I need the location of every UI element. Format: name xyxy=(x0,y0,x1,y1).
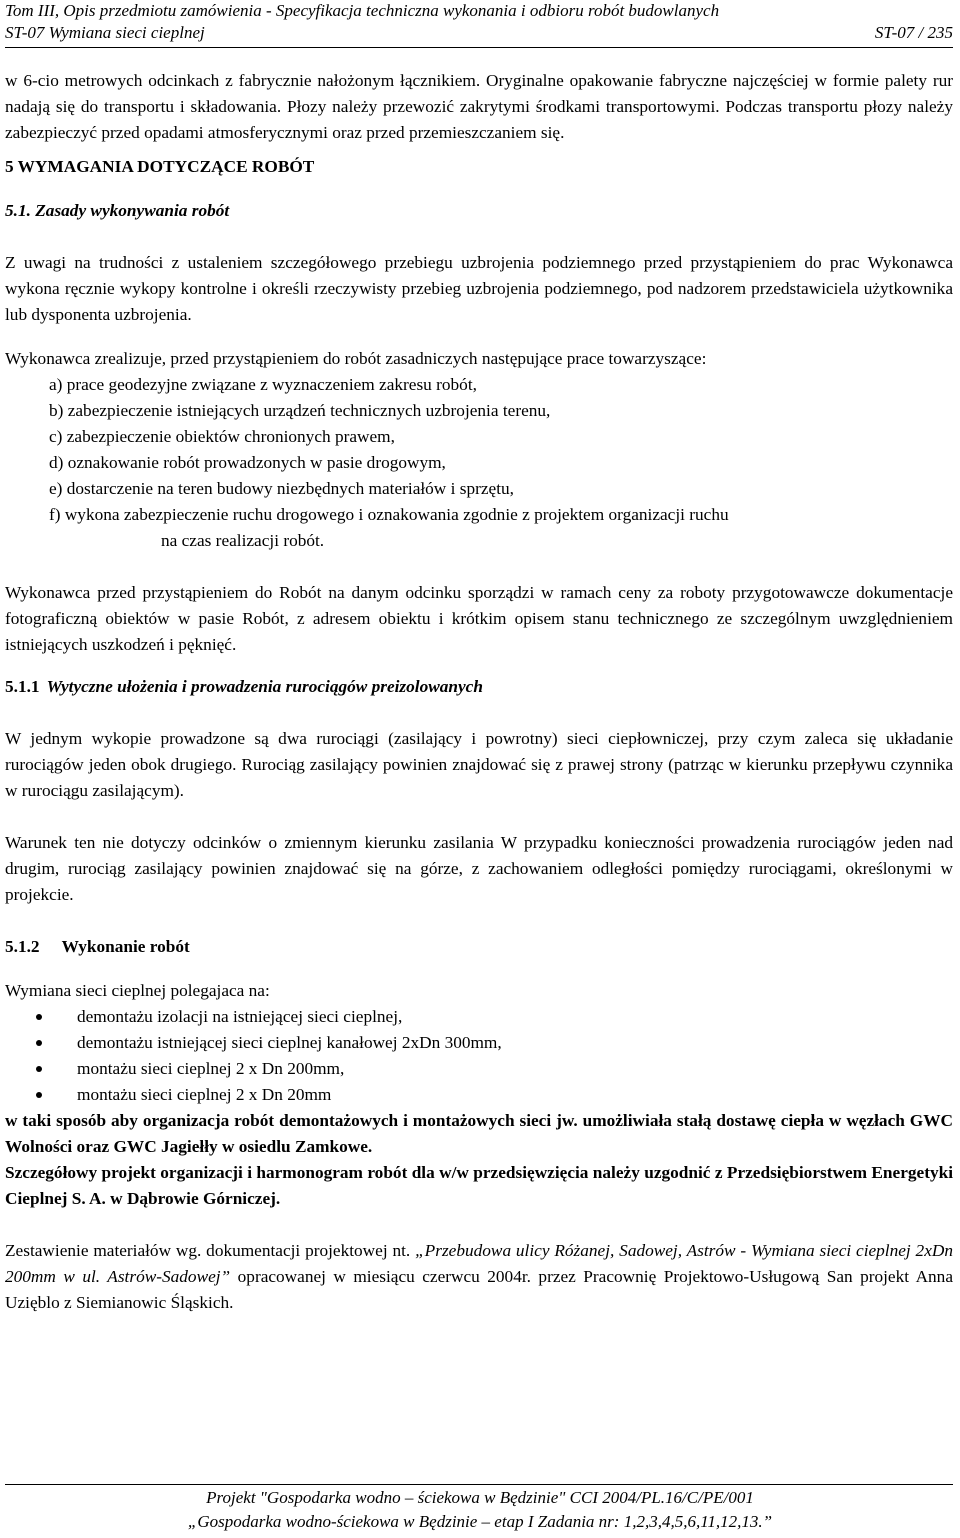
list-item-text: demontażu izolacji na istniejącej sieci cieplnej, xyxy=(77,1007,403,1026)
materials-statement xyxy=(5,1238,953,1316)
section-5-1-works-intro: Wykonawca zrealizuje, przed przystąpieniem do robót zasadniczych następujące prace towarzyszące: xyxy=(5,349,707,368)
list-item-text: montażu sieci cieplnej 2 x Dn 200mm, xyxy=(77,1059,345,1078)
accompanying-works-list xyxy=(5,372,953,554)
list-item-text: montażu sieci cieplnej 2 x Dn 20mm xyxy=(77,1085,332,1104)
section-5-1-paragraph-1: Z uwagi na trudności z ustaleniem szczegółowego przebiegu uzbrojenia podziemnego przed przystąpieniem do prac Wykonawca wykona ręcznie wykopy kontrolne i określi rzeczywisty przebieg uzbrojenia podziemnego, pod nadzorem przedstawiciela użytkownika lub dysponenta uzbrojenia. xyxy=(5,253,953,324)
list-item-text: demontażu istniejącej sieci cieplnej kanałowej 2xDn 300mm, xyxy=(77,1033,502,1052)
list-item xyxy=(5,1056,953,1082)
list-item xyxy=(5,1082,953,1108)
heat-supply-requirement: w taki sposób aby organizacja robót demontażowych i montażowych sieci jw. umożliwiała stałą dostawę ciepła w węzłach GWC Wolności oraz GWC Jagiełły w osiedlu Zamkowe. xyxy=(5,1111,953,1156)
works-bullet-list xyxy=(5,1004,953,1108)
section-5-1-2-title: Wykonanie robót xyxy=(61,937,190,956)
list-item: c) zabezpieczenie obiektów chronionych prawem, xyxy=(49,427,395,446)
section-5-1-2-number: 5.1.2 xyxy=(5,937,40,956)
list-item: b) zabezpieczenie istniejących urządzeń technicznych uzbrojenia terenu, xyxy=(49,401,551,420)
list-item: e) dostarczenie na teren budowy niezbędnych materiałów i sprzętu, xyxy=(49,479,514,498)
page-footer xyxy=(0,1486,960,1534)
section-5-heading: 5 WYMAGANIA DOTYCZĄCE ROBÓT xyxy=(5,157,315,176)
section-5-1-2-heading xyxy=(5,934,953,960)
list-item: a) prace geodezyjne związane z wyznaczeniem zakresu robót, xyxy=(49,375,477,394)
materials-statement-suffix: opracowanej w miesiącu czerwcu 2004r. przez Pracownię Projektowo-Usługową San projekt Anna Uzięblo z Siemianowic Śląskich. xyxy=(5,1267,953,1312)
section-5-1-paragraph-3: Wykonawca przed przystąpieniem do Robót na danym odcinku sporządzi w ramach ceny za roboty przygotowawcze dokumentacje fotograficzną obiektów w pasie Robót, z adresem obiektu i krótkim opisem stanu technicznego ze szczególnym uwzględnieniem istniejących uszkodzeń i pęknięć. xyxy=(5,583,953,654)
materials-statement-prefix: Zestawienie materiałów wg. dokumentacji projektowej nt. xyxy=(5,1241,416,1260)
list-item: d) oznakowanie robót prowadzonych w pasie drogowym, xyxy=(49,453,446,472)
header-page-number: ST-07 / 235 xyxy=(874,23,953,42)
bullet-icon xyxy=(36,1040,42,1046)
header-subline xyxy=(5,22,953,44)
section-5-1-1-paragraph-1: W jednym wykopie prowadzone są dwa rurociągi (zasilający i powrotny) sieci ciepłowniczej, przy czym zaleca się układanie rurociągów jeden obok drugiego. Rurociąg zasilający powinien znajdować się z prawej strony (patrząc w kierunku przepływu czynnika w rurociągu zasilającym). xyxy=(5,729,953,800)
bullet-icon xyxy=(36,1066,42,1072)
page-header xyxy=(5,0,953,44)
project-documentation-title: „Przebudowa ulicy Różanej, Sadowej, Astrów - Wymiana sieci cieplnej 2xDn 200mm w ul. Astrów-Sadowej” xyxy=(5,1241,953,1286)
footer-project-line: Projekt "Gospodarka wodno – ściekowa w Będzinie" CCI 2004/PL.16/C/PE/001 xyxy=(206,1488,754,1507)
list-item-f-line2: na czas realizacji robót. xyxy=(161,531,325,550)
section-5-1-1-number: 5.1.1 xyxy=(5,677,40,696)
header-title: Tom III, Opis przedmiotu zamówienia - Specyfikacja techniczna wykonania i odbioru robót budowlanych xyxy=(5,1,720,20)
intro-paragraph: w 6-cio metrowych odcinkach z fabrycznie nałożonym łącznikiem. Oryginalne opakowanie fabryczne najczęściej w formie palety rur nadają się do transportu i składowania. Płozy należy przewozić zakrytymi środkami transportowymi. Podczas transportu płozy należy zabezpieczyć przed opadami atmosferycznymi oraz przed przemieszczaniem się. xyxy=(5,71,953,142)
footer-task-line: „Gospodarka wodno-ściekowa w Będzinie – etap I Zadania nr: 1,2,3,4,5,6,11,12,13.” xyxy=(187,1512,773,1531)
header-spec-name: ST-07 Wymiana sieci cieplnej xyxy=(5,23,205,42)
section-5-1-1-heading xyxy=(5,674,953,700)
list-item xyxy=(5,1030,953,1056)
header-divider xyxy=(5,47,953,48)
list-item xyxy=(49,502,953,554)
section-5-1-2-intro: Wymiana sieci cieplnej polegajaca na: xyxy=(5,981,270,1000)
bullet-icon xyxy=(36,1014,42,1020)
bullet-icon xyxy=(36,1092,42,1098)
project-agreement-requirement: Szczegółowy projekt organizacji i harmonogram robót dla w/w przedsięwzięcia należy uzgodnić z Przedsiębiorstwem Energetyki Cieplnej S. A. w Dąbrowie Górniczej. xyxy=(5,1163,953,1208)
footer-divider xyxy=(5,1484,953,1485)
section-5-1-1-paragraph-2: Warunek ten nie dotyczy odcinków o zmiennym kierunku zasilania W przypadku konieczności prowadzenia rurociągów jeden nad drugim, rurociąg zasilający powinien znajdować się na górze, z zachowaniem odległości pomiędzy rurociągami, określonymi w projekcie. xyxy=(5,833,953,904)
document-body xyxy=(5,68,953,1316)
section-5-1-heading: 5.1. Zasady wykonywania robót xyxy=(5,201,230,220)
list-item xyxy=(5,1004,953,1030)
section-5-1-1-title: Wytyczne ułożenia i prowadzenia rurociągów preizolowanych xyxy=(46,677,483,696)
list-item-f-line1: f) wykona zabezpieczenie ruchu drogowego i oznakowania zgodnie z projektem organizacji ruchu xyxy=(49,505,729,524)
